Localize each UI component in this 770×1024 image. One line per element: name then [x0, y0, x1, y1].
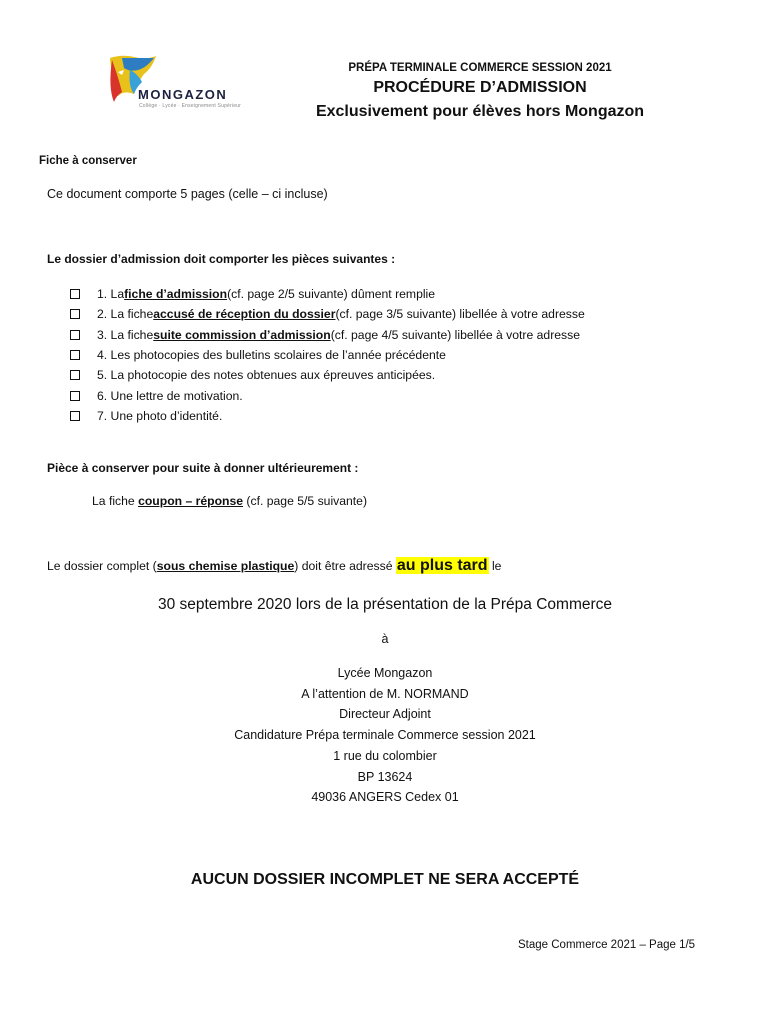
address-line: 1 rue du colombier: [333, 748, 437, 763]
requirements-list: [70, 284, 585, 426]
page-subtitle: Exclusivement pour élèves hors Mongazon: [315, 103, 645, 120]
pages-note: Ce document comporte 5 pages (celle – ci incluse): [47, 187, 328, 201]
logo-tagline: Collège · Lycée · Enseignement Supérieur: [139, 103, 242, 109]
requirements-title: Le dossier d’admission doit comporter les pièces suivantes :: [47, 252, 396, 266]
address-line: Lycée Mongazon: [337, 666, 433, 680]
keep-title: Pièce à conserver pour suite à donner ultérieurement :: [47, 461, 359, 475]
list-item: 4. Les photocopies des bulletins scolaires de l’année précédente: [70, 345, 585, 365]
a-word: à: [381, 632, 389, 646]
fiche-label: Fiche à conserver: [39, 155, 137, 167]
list-item: 3. La fiche suite commission d’admission (cf. page 4/5 suivante) libellée à votre adresse: [70, 325, 585, 345]
checkbox-icon: [70, 330, 80, 340]
checkbox-icon: [70, 309, 80, 319]
checkbox-icon: [70, 411, 80, 421]
postal-address: [0, 663, 770, 808]
page-title: PROCÉDURE D’ADMISSION: [373, 79, 587, 96]
address-line: A l’attention de M. NORMAND: [301, 686, 469, 701]
logo-name: MONGAZON: [138, 87, 228, 102]
address-line: BP 13624: [357, 769, 413, 784]
warning: AUCUN DOSSIER INCOMPLET NE SERA ACCEPTÉ: [190, 871, 580, 888]
checkbox-icon: [70, 350, 80, 360]
list-item: 6. Une lettre de motivation.: [70, 385, 585, 405]
address-line: Directeur Adjoint: [339, 707, 431, 722]
coupon-line: La fiche coupon – réponse (cf. page 5/5 suivante): [92, 494, 368, 508]
deadline: 30 septembre 2020 lors de la présentation de la Prépa Commerce: [157, 596, 613, 613]
address-line: 49036 ANGERS Cedex 01: [311, 790, 459, 805]
list-item: 5. La photocopie des notes obtenues aux épreuves anticipées.: [70, 365, 585, 385]
highlight-text: au plus tard: [396, 557, 488, 574]
list-item: 1. La fiche d’admission (cf. page 2/5 suivante) dûment remplie: [70, 284, 585, 304]
checkbox-icon: [70, 289, 80, 299]
address-line: Candidature Prépa terminale Commerce session 2021: [234, 728, 536, 743]
list-item: 2. La fiche accusé de réception du dossier (cf. page 3/5 suivante) libellée à votre adresse: [70, 304, 585, 324]
list-item: 7. Une photo d’identité.: [70, 406, 585, 426]
checkbox-icon: [70, 391, 80, 401]
send-instruction: Le dossier complet (sous chemise plastique) doit être adressé au plus tard le: [47, 557, 502, 574]
checkbox-icon: [70, 370, 80, 380]
page-footer: Stage Commerce 2021 – Page 1/5: [518, 939, 696, 951]
header-session: PRÉPA TERMINALE COMMERCE SESSION 2021: [348, 62, 612, 74]
